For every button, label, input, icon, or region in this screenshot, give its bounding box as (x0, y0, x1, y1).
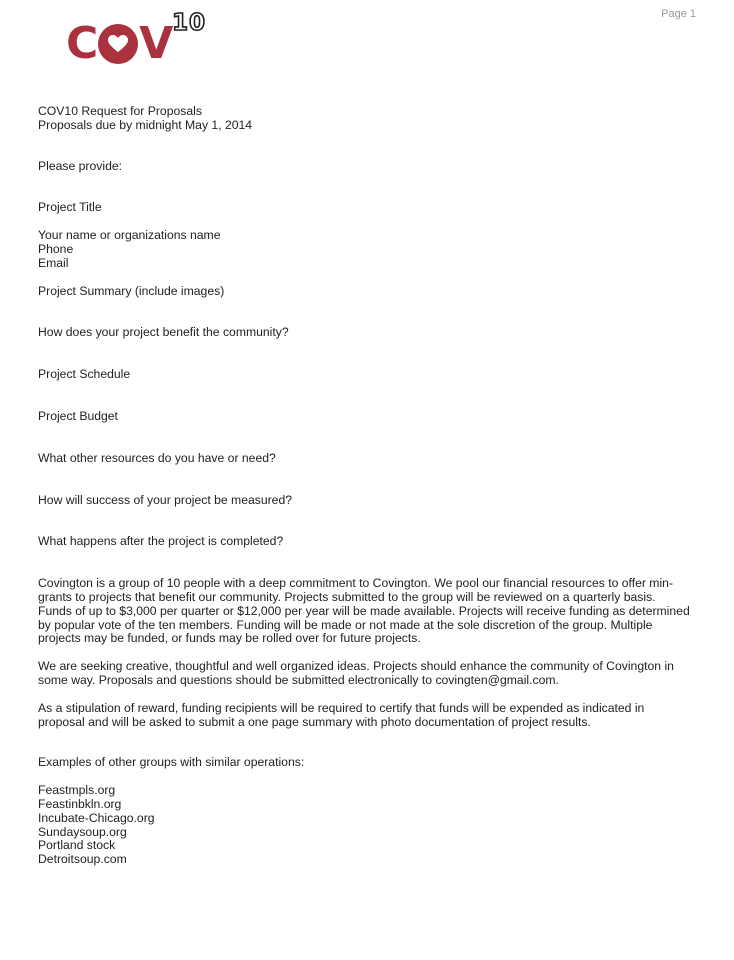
field-name: Your name or organizations name (38, 228, 221, 243)
field-summary: Project Summary (include images) (38, 283, 225, 298)
examples-heading: Examples of other groups with similar operations: (38, 755, 305, 770)
seeking-paragraph (38, 660, 700, 688)
field-project-title: Project Title (38, 200, 102, 215)
paragraph-line: by popular vote of the ten members. Funding will be made or not made at the sole discretion of the group. Multiple (38, 617, 653, 632)
list-item: Sundaysoup.org (38, 824, 127, 839)
logo-superscript: 10 (172, 10, 207, 36)
list-item: Feastmpls.org (38, 783, 116, 798)
doc-title: COV10 Request for Proposals (38, 104, 202, 118)
logo-heart-icon (98, 24, 138, 64)
logo-wordmark (66, 20, 172, 68)
field-schedule: Project Schedule (38, 367, 131, 382)
list-item: Portland stock (38, 838, 116, 853)
field-resources: What other resources do you have or need? (38, 450, 276, 465)
due-date: Proposals due by midnight May 1, 2014 (38, 117, 253, 132)
page-number: Page 1 (661, 8, 696, 20)
field-benefit: How does your project benefit the community? (38, 325, 289, 340)
about-paragraph (38, 577, 700, 646)
intro-text: Please provide: (38, 158, 123, 173)
list-item: Feastinbkln.org (38, 796, 122, 811)
paragraph-line: Covington is a group of 10 people with a deep commitment to Covington. We pool our financial resources to offer min- (38, 576, 673, 591)
field-phone: Phone (38, 241, 74, 256)
list-item: Incubate-Chicago.org (38, 810, 155, 825)
paragraph-line: As a stipulation of reward, funding recipients will be required to certify that funds will be expended as indicated in (38, 700, 645, 715)
paragraph-line: We are seeking creative, thoughtful and well organized ideas. Projects should enhance the community of Covington in (38, 659, 674, 674)
stipulation-paragraph (38, 702, 700, 730)
field-success: How will success of your project be measured? (38, 492, 293, 507)
cov10-logo (66, 12, 208, 68)
field-after: What happens after the project is completed? (38, 534, 284, 549)
paragraph-line: grants to projects that benefit our community. Projects submitted to the group will be reviewed on a quarterly basis. (38, 589, 656, 604)
logo-letter-c: C (66, 18, 98, 69)
document-body (38, 105, 700, 867)
paragraph-line: Funds of up to $3,000 per quarter or $12,000 per year will be made available. Projects will receive funding as determined (38, 603, 690, 618)
paragraph-line: proposal and will be asked to submit a one page summary with photo documentation of project results. (38, 714, 591, 729)
field-budget: Project Budget (38, 408, 118, 423)
logo-letter-v: V (139, 18, 173, 69)
paragraph-line: some way. Proposals and questions should be submitted electronically to covingten@gmail.com. (38, 672, 559, 687)
field-email: Email (38, 255, 69, 270)
list-item: Detroitsoup.com (38, 852, 127, 867)
paragraph-line: projects may be funded, or funds may be rolled over for future projects. (38, 631, 421, 646)
examples-list (38, 784, 700, 867)
